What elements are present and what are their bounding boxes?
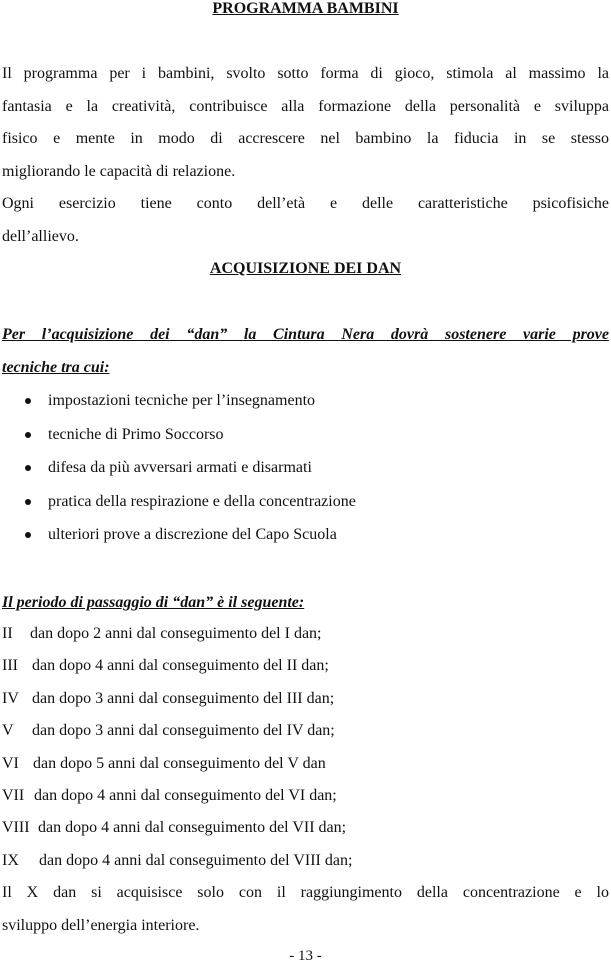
dan-rank: IV	[2, 689, 19, 707]
period-heading	[2, 586, 609, 619]
list-item	[0, 485, 611, 519]
closing-line: Il X dan si acquisisce solo con il raggiungimento della concentrazione e lo	[2, 884, 609, 901]
closing-line: sviluppo dell’energia interiore.	[2, 916, 200, 934]
dan-period-list	[2, 618, 609, 877]
dan-row	[2, 650, 609, 682]
dan-rank: VIII	[2, 819, 30, 837]
bullet-icon	[25, 398, 31, 404]
dan-rank: VI	[2, 754, 19, 772]
page-number: - 13 -	[289, 948, 322, 964]
requirement-text: difesa da più avversari armati e disarmati	[48, 459, 312, 476]
dan-rank: VII	[2, 786, 25, 804]
dan-text: dan dopo 3 anni dal conseguimento del III dan;	[32, 689, 335, 707]
intro-line: dell’allievo.	[2, 227, 79, 245]
requirement-text: impostazioni tecniche per l’insegnamento	[48, 392, 316, 409]
dan-row	[2, 715, 609, 747]
intro-paragraph	[2, 58, 609, 253]
requirement-text: tecniche di Primo Soccorso	[48, 425, 224, 443]
requirements-heading	[2, 318, 609, 384]
dan-rank: IX	[2, 851, 19, 869]
requirements-heading-line: Per l’acquisizione dei “dan” la Cintura Nera dovrà sostenere varie prove	[2, 326, 609, 343]
intro-line: fisico e mente in modo di accrescere nel bambino la fiducia in se stesso	[2, 130, 609, 147]
dan-row	[2, 618, 609, 650]
bullet-icon	[25, 532, 31, 538]
dan-text: dan dopo 4 anni dal conseguimento del VIII dan;	[39, 851, 353, 869]
intro-line: migliorando le capacità di relazione.	[2, 162, 236, 180]
list-item	[0, 418, 611, 452]
intro-line: Ogni esercizio tiene conto dell’età e delle caratteristiche psicofisiche	[2, 195, 609, 212]
dan-text: dan dopo 4 anni dal conseguimento del VI dan;	[34, 786, 337, 804]
dan-text: dan dopo 5 anni dal conseguimento del V dan	[33, 754, 326, 772]
dan-row	[2, 683, 609, 715]
list-item	[0, 384, 611, 418]
period-heading-line: Il periodo di passaggio di “dan” è il seguente:	[2, 594, 305, 611]
intro-line: fantasia e la creatività, contribuisce alla formazione della personalità e sviluppa	[2, 97, 609, 115]
requirements-heading-line: tecniche tra cui:	[2, 359, 110, 376]
bullet-icon	[25, 432, 31, 438]
closing-paragraph	[2, 877, 609, 942]
list-item	[0, 451, 611, 485]
dan-row	[2, 812, 609, 844]
title-acquisizione-dei-dan: ACQUISIZIONE DEI DAN	[209, 260, 402, 277]
title-programma-bambini: PROGRAMMA BAMBINI	[212, 0, 399, 17]
requirement-text: pratica della respirazione e della concentrazione	[48, 492, 356, 510]
bullet-icon	[25, 499, 31, 505]
bullet-icon	[25, 465, 31, 471]
dan-rank: III	[2, 657, 18, 675]
dan-rank: V	[2, 722, 14, 740]
dan-rank: II	[2, 625, 13, 642]
list-item	[0, 518, 611, 552]
dan-row	[2, 780, 609, 812]
dan-text: dan dopo 4 anni dal conseguimento del II dan;	[32, 657, 329, 675]
dan-text: dan dopo 2 anni dal conseguimento del I dan;	[30, 625, 322, 642]
dan-text: dan dopo 3 anni dal conseguimento del IV dan;	[32, 722, 335, 740]
dan-row	[2, 845, 609, 877]
requirements-list	[0, 384, 611, 552]
dan-row	[2, 748, 609, 780]
intro-line: Il programma per i bambini, svolto sotto forma di gioco, stimola al massimo la	[2, 65, 609, 82]
requirement-text: ulteriori prove a discrezione del Capo Scuola	[48, 526, 337, 543]
dan-text: dan dopo 4 anni dal conseguimento del VII dan;	[38, 819, 347, 837]
